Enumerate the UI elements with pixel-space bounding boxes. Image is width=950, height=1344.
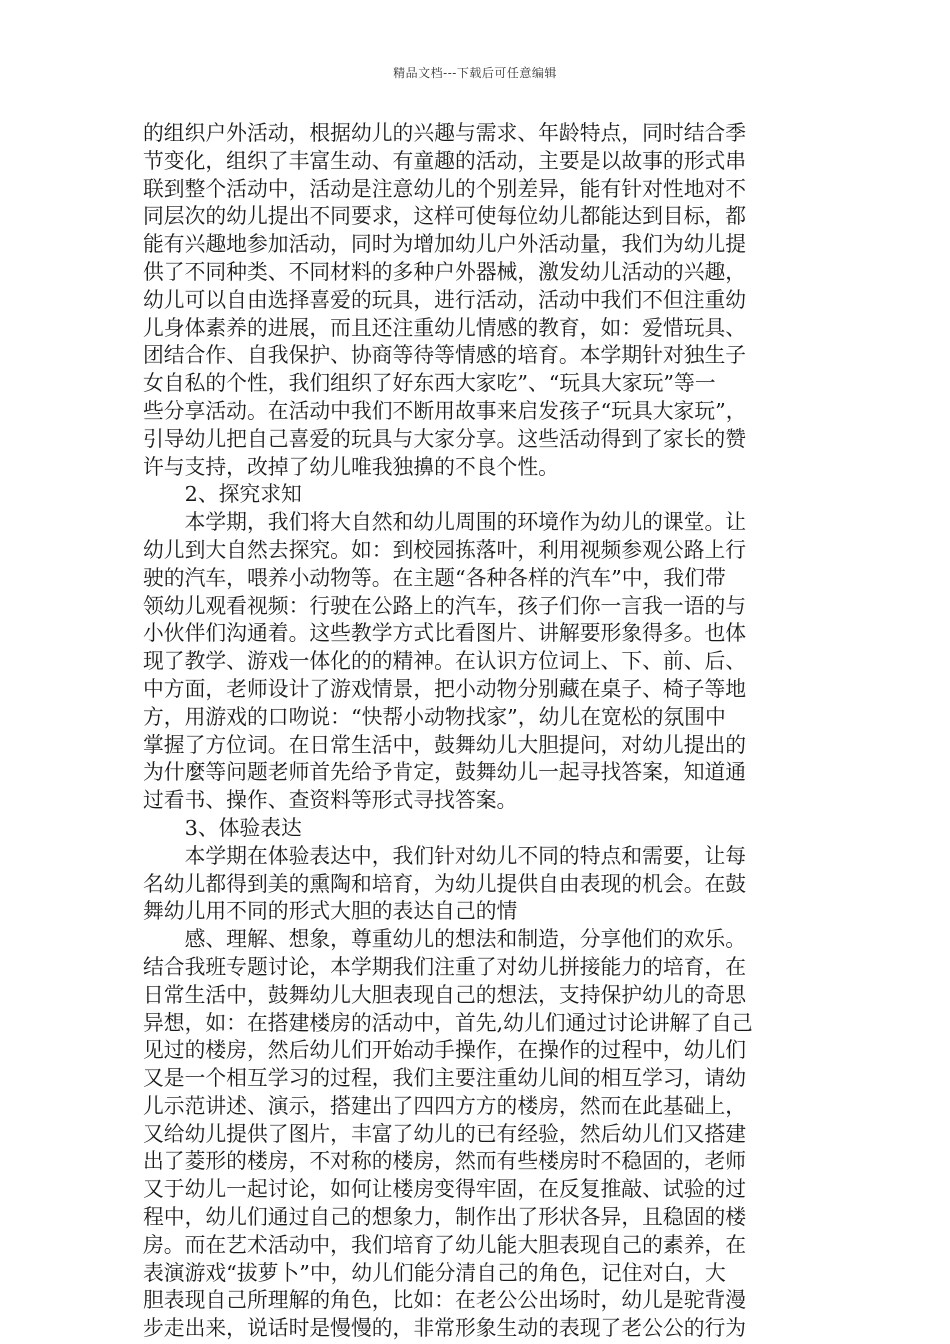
text-line: 团结合作、自我保护、协商等待等情感的培育。本学期针对独生子 (143, 343, 747, 368)
text-line: 又给幼儿提供了图片，丰富了幼儿的已有经验，然后幼儿们又搭建 (143, 1121, 747, 1146)
text-line: 2、探究求知 (143, 482, 302, 507)
page-header: 精品文档---下载后可任意编辑 (393, 66, 557, 80)
text-line: 方，用游戏的口吻说：“快帮小动物找家”，幼儿在宽松的氛围中 (143, 704, 726, 729)
text-line: 日常生活中，鼓舞幼儿大胆表现自己的想法，支持保护幼儿的奇思 (143, 982, 747, 1007)
text-line: 许与支持，改掉了幼儿唯我独擤的不良个性。 (143, 454, 559, 479)
text-line: 房。而在艺术活动中，我们培育了幼儿能大胆表现自己的素养，在 (143, 1232, 747, 1257)
text-line: 感、理解、想象，尊重幼儿的想法和制造，分享他们的欢乐。 (143, 927, 747, 952)
text-line: 幼儿到大自然去探究。如：到校园拣落叶，利用视频参观公路上行 (143, 537, 747, 562)
text-line: 联到整个活动中，活动是注意幼儿的个别差异，能有针对性地对不 (143, 176, 747, 201)
text-line: 女自私的个性，我们组织了好东西大家吃”、“玩具大家玩”等一 (143, 371, 716, 396)
text-line: 本学期在体验表达中，我们针对幼儿不同的特点和需要，让每 (143, 843, 747, 868)
text-line: 儿身体素养的进展，而且还注重幼儿情感的教育，如：爱惜玩具、 (143, 315, 747, 340)
text-line: 驶的汽车，喂养小动物等。在主题“各种各样的汽车”中，我们带 (143, 565, 726, 590)
text-line: 名幼儿都得到美的熏陶和培育，为幼儿提供自由表现的机会。在鼓 (143, 871, 747, 896)
text-line: 程中，幼儿们通过自己的想象力，制作出了形状各异，且稳固的楼 (143, 1205, 747, 1230)
text-line: 见过的楼房，然后幼儿们开始动手操作，在操作的过程中，幼儿们 (143, 1038, 747, 1063)
text-line: 同层次的幼儿提出不同要求，这样可使每位幼儿都能达到目标，都 (143, 204, 747, 229)
document-body (143, 120, 809, 1343)
text-line: 过看书、操作、查资料等形式寻找答案。 (143, 788, 518, 813)
text-line: 节变化，组织了丰富生动、有童趣的活动，主要是以故事的形式串 (143, 148, 747, 173)
text-line: 3、体验表达 (143, 815, 302, 840)
text-line: 结合我班专题讨论，本学期我们注重了对幼儿拼接能力的培育，在 (143, 954, 747, 979)
text-line: 儿示范讲述、演示，搭建出了四四方方的楼房，然而在此基础上， (143, 1093, 747, 1118)
text-line: 供了不同种类、不同材料的多种户外器械，激发幼儿活动的兴趣， (143, 259, 747, 284)
text-line: 又是一个相互学习的过程，我们主要注重幼儿间的相互学习，请幼 (143, 1066, 747, 1091)
text-line: 又于幼儿一起讨论，如何让楼房变得牢固，在反复推敲、试验的过 (143, 1177, 747, 1202)
text-line: 小伙伴们沟通着。这些教学方式比看图片、讲解要形象得多。也体 (143, 621, 747, 646)
text-line: 胆表现自己所理解的角色，比如：在老公公出场时，幼儿是驼背漫 (143, 1288, 747, 1313)
text-line: 的组织户外活动，根据幼儿的兴趣与需求、年龄特点，同时结合季 (143, 121, 747, 145)
text-line: 现了教学、游戏一体化的的精神。在认识方位词上、下、前、后、 (143, 649, 747, 674)
text-line: 步走出来，说话时是慢慢的，非常形象生动的表现了老公公的行为 (143, 1316, 747, 1341)
text-line: 领幼儿观看视频：行驶在公路上的汽车，孩子们你一言我一语的与 (143, 593, 747, 618)
text-line: 异想，如：在搭建楼房的活动中，首先,幼儿们通过讨论讲解了自己 (143, 1010, 753, 1035)
text-line: 中方面，老师设计了游戏情景，把小动物分别藏在桌子、椅子等地 (143, 676, 747, 701)
text-line: 幼儿可以自由选择喜爱的玩具，进行活动，活动中我们不但注重幼 (143, 287, 747, 312)
text-line: 为什麼等问题老师首先给予肯定，鼓舞幼儿一起寻找答案，知道通 (143, 760, 747, 785)
text-line: 表演游戏“拔萝卜”中，幼儿们能分清自己的角色，记住对白，大 (143, 1260, 726, 1285)
text-line: 舞幼儿用不同的形式大胆的表达自己的情 (143, 899, 518, 924)
text-line: 掌握了方位词。在日常生活中，鼓舞幼儿大胆提问，对幼儿提出的 (143, 732, 747, 757)
text-line: 引导幼儿把自己喜爱的玩具与大家分享。这些活动得到了家长的赞 (143, 426, 747, 451)
text-line: 些分享活动。在活动中我们不断用故事来启发孩子“玩具大家玩”， (143, 398, 747, 423)
text-line: 出了菱形的楼房，不对称的楼房，然而有些楼房时不稳固的，老师 (143, 1149, 747, 1174)
text-line: 本学期，我们将大自然和幼儿周围的环境作为幼儿的课堂。让 (143, 510, 747, 535)
text-line: 能有兴趣地参加活动，同时为增加幼儿户外活动量，我们为幼儿提 (143, 232, 747, 257)
